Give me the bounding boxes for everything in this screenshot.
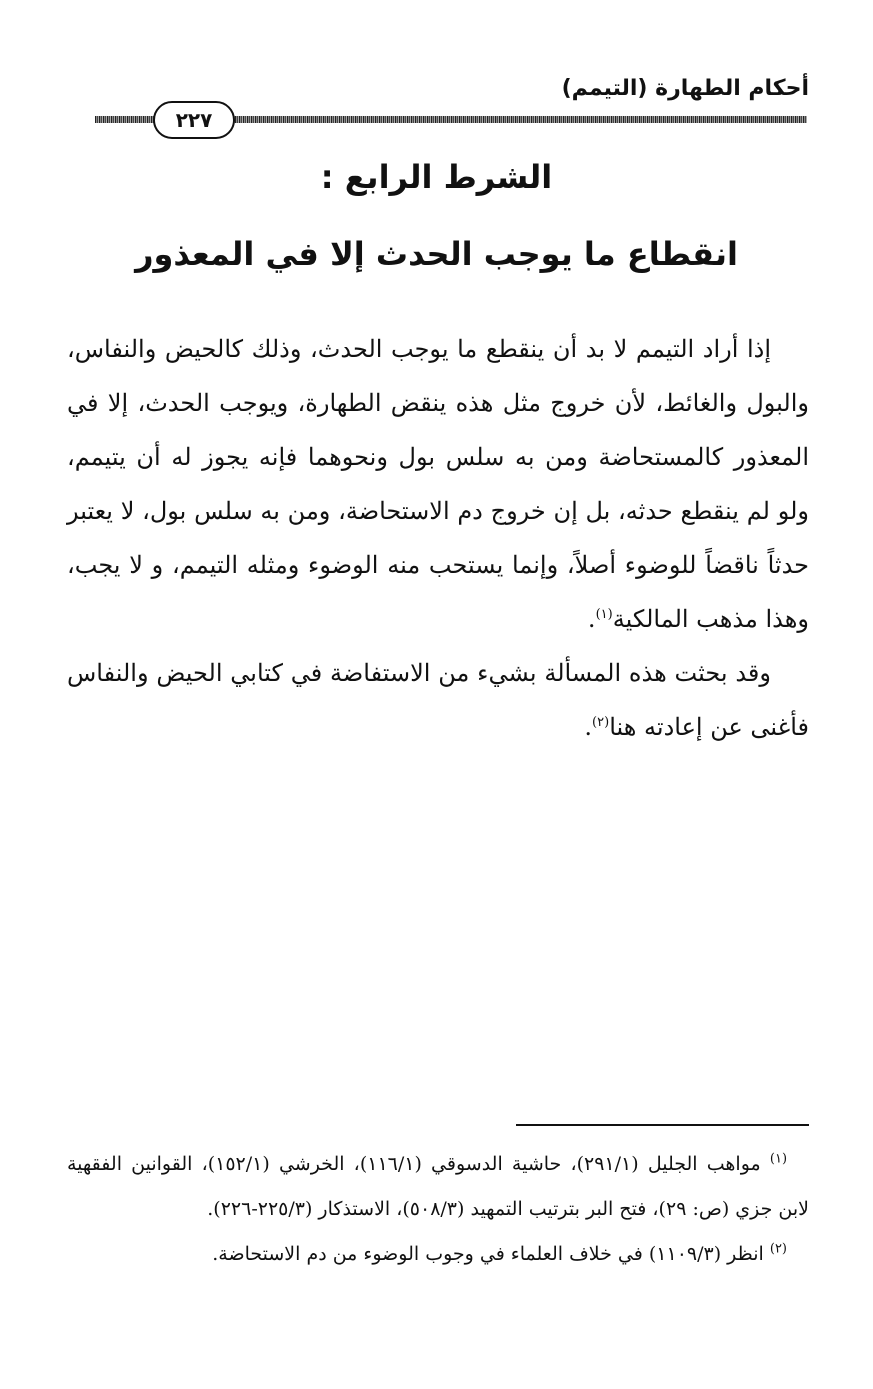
section-heading: انقطاع ما يوجب الحدث إلا في المعذور <box>135 235 738 273</box>
footnote-reference: (١) <box>595 607 613 622</box>
page-number: ٢٢٧ <box>153 101 235 139</box>
footnote-text: انظر (١١٠٩/٣) في خلاف العلماء في وجوب الوضوء من دم الاستحاضة. <box>212 1243 764 1265</box>
running-title: أحكام الطهارة (التيمم) <box>561 76 809 101</box>
footnote <box>67 1232 809 1277</box>
paragraph-text: وقد بحثت هذه المسألة بشيء من الاستفاضة في كتابي الحيض والنفاس فأغنى عن إعادته هنا <box>67 659 809 741</box>
footnotes <box>67 1142 809 1277</box>
footnote-text: مواهب الجليل (٢٩١/١)، حاشية الدسوقي (١١٦/١)، الخرشي (١٥٢/١)، القوانين الفقهية لابن جزي (ص: ٢٩)، فتح البر بترتيب التمهيد (٥٠٨/٣)، الاستذكار (٢٢٥/٣-٢٢٦). <box>67 1153 809 1220</box>
footnote-marker: (٢) <box>769 1241 787 1257</box>
paragraph-end: . <box>587 605 596 633</box>
footnote-reference: (٢) <box>592 715 610 730</box>
body-text <box>67 322 809 754</box>
footnote-marker: (١) <box>769 1151 788 1167</box>
paragraph-text: إذا أراد التيمم لا بد أن ينقطع ما يوجب الحدث، وذلك كالحيض والنفاس، والبول والغائط، لأن خروج مثل هذه ينقض الطهارة، ويوجب الحدث، إلا في المعذور كالمستحاضة ومن به سلس بول ونحوهما فإنه يجوز له أن يتيمم، ولو لم ينقطع حدثه، بل إن خروج دم الاستحاضة، ومن به سلس بول، لا يعتبر حدثاً ناقضاً للوضوء أصلاً، وإنما يستحب منه الوضوء ومثله التيمم، و لا يجب، وهذا مذهب المالكية <box>67 335 809 633</box>
body-paragraph <box>67 646 809 754</box>
footnote <box>67 1142 809 1232</box>
body-paragraph <box>67 322 809 646</box>
condition-heading: الشرط الرابع : <box>320 158 553 196</box>
footnote-separator <box>516 1124 809 1126</box>
paragraph-end: . <box>584 713 593 741</box>
